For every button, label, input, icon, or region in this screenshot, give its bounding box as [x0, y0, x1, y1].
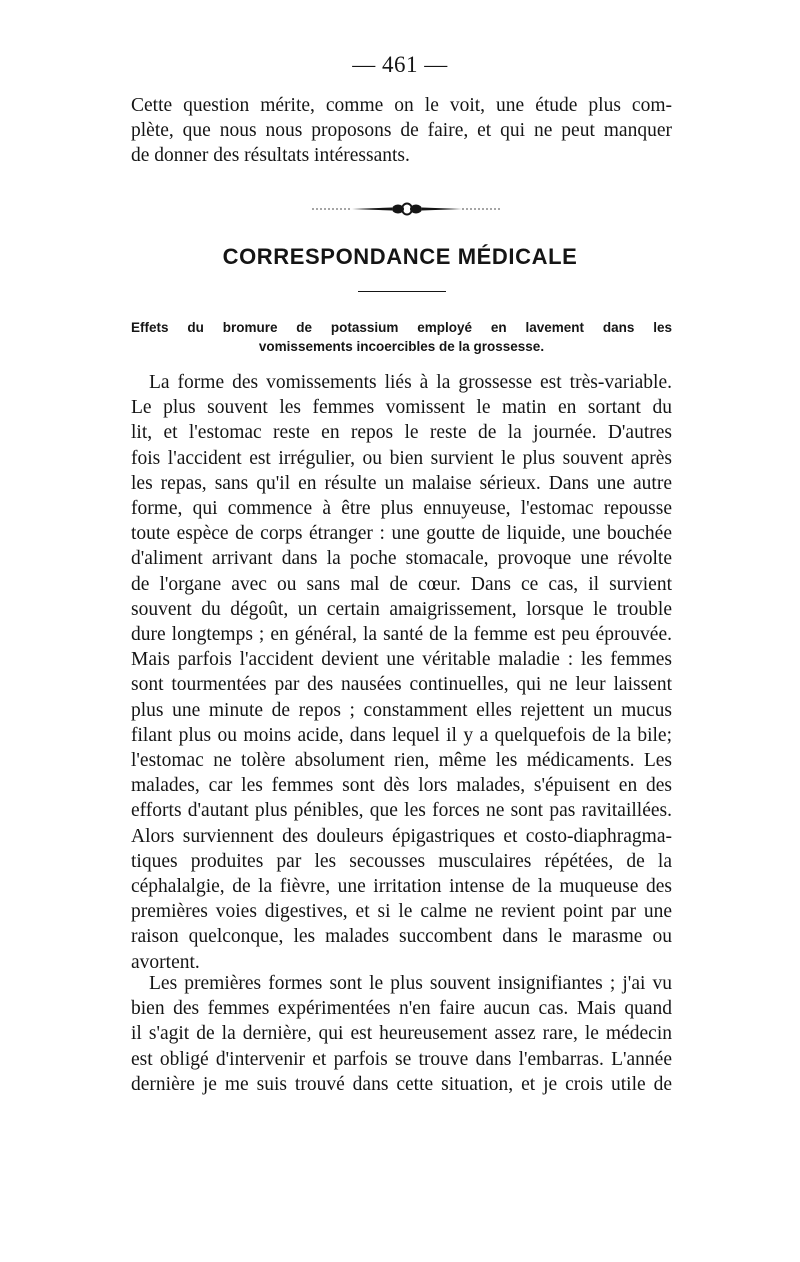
text-line: souvent du dégoût, un certain amaigrissement, lorsque le trouble: [131, 598, 672, 620]
text-line: est obligé d'intervenir et parfois se trouve dans l'embarras. L'année: [131, 1048, 672, 1070]
text-line: avortent.: [131, 951, 200, 973]
text-line: malades, car les femmes sont dès lors malades, s'épuisent en des: [131, 775, 672, 797]
text-line: dure longtemps ; en général, la santé de la femme est peu éprouvée.: [131, 624, 672, 646]
intro-paragraph: [131, 93, 672, 169]
article-title: [131, 318, 672, 356]
title-line: vomissements incoercibles de la grossesse.: [258, 339, 545, 354]
text-line: céphalalgie, de la fièvre, une irritation intense de la muqueuse des: [131, 876, 672, 898]
text-line: premières voies digestives, et si le calme ne revient point par une: [131, 901, 672, 923]
text-line: plète, que nous nous proposons de faire, et qui ne peut manquer: [131, 120, 672, 142]
text-line: La forme des vomissements liés à la grossesse est très-variable.: [149, 372, 672, 393]
text-line: raison quelconque, les malades succombent dans le marasme ou: [131, 926, 672, 948]
text-line: lit, et l'estomac reste en repos le reste de la journée. D'autres: [131, 422, 672, 444]
text-line: les repas, sans qu'il en résulte un malaise sérieux. Dans une autre: [131, 472, 672, 494]
text-line: de l'organe avec ou sans mal de cœur. Dans ce cas, il survient: [131, 573, 672, 595]
text-line: filant plus ou moins acide, dans lequel il y a quelquefois de la bile;: [131, 724, 672, 746]
title-underline-rule: [358, 291, 446, 292]
body-paragraph: [131, 370, 672, 975]
text-line: Les premières formes sont le plus souvent insignifiantes ; j'ai vu: [149, 973, 672, 994]
text-line: plus une minute de repos ; constamment elles rejettent un mucus: [131, 699, 672, 721]
page-number: — 461 —: [352, 52, 448, 77]
text-line: tiques produites par les secousses musculaires répétées, de la: [131, 850, 672, 872]
body-paragraph: [131, 971, 672, 1097]
text-line: sont tourmentées par des nausées continuelles, qui ne leur laissent: [131, 674, 672, 696]
text-line: fois l'accident est irrégulier, ou bien survient le plus souvent après: [131, 447, 672, 469]
section-title: CORRESPONDANCE MÉDICALE: [222, 244, 578, 269]
text-line: l'estomac ne tolère absolument rien, même les médicaments. Les: [131, 750, 672, 772]
title-line: Effets du bromure de potassium employé en lavement dans les: [131, 320, 672, 335]
text-line: toute espèce de corps étranger : une goutte de liquide, une bouchée: [131, 523, 672, 545]
text-line: Cette question mérite, comme on le voit, une étude plus com-: [131, 95, 672, 116]
text-line: Le plus souvent les femmes vomissent le matin en sortant du: [131, 397, 672, 419]
ornament-divider-icon: [312, 200, 502, 218]
text-line: de donner des résultats intéressants.: [131, 145, 410, 167]
text-line: dernière je me suis trouvé dans cette situation, et je crois utile de: [131, 1073, 672, 1095]
text-line: efforts d'autant plus pénibles, que les forces ne sont pas ravitaillées.: [131, 800, 672, 822]
text-line: Alors surviennent des douleurs épigastriques et costo-diaphragma-: [131, 825, 672, 847]
text-line: bien des femmes expérimentées n'en faire aucun cas. Mais quand: [131, 998, 672, 1020]
text-line: Mais parfois l'accident devient une véritable maladie : les femmes: [131, 649, 672, 671]
text-line: forme, qui commence à être plus ennuyeuse, l'estomac repousse: [131, 498, 672, 520]
text-line: il s'agit de la dernière, qui est heureusement assez rare, le médecin: [131, 1023, 672, 1045]
text-line: d'aliment arrivant dans la poche stomacale, provoque une révolte: [131, 548, 672, 570]
